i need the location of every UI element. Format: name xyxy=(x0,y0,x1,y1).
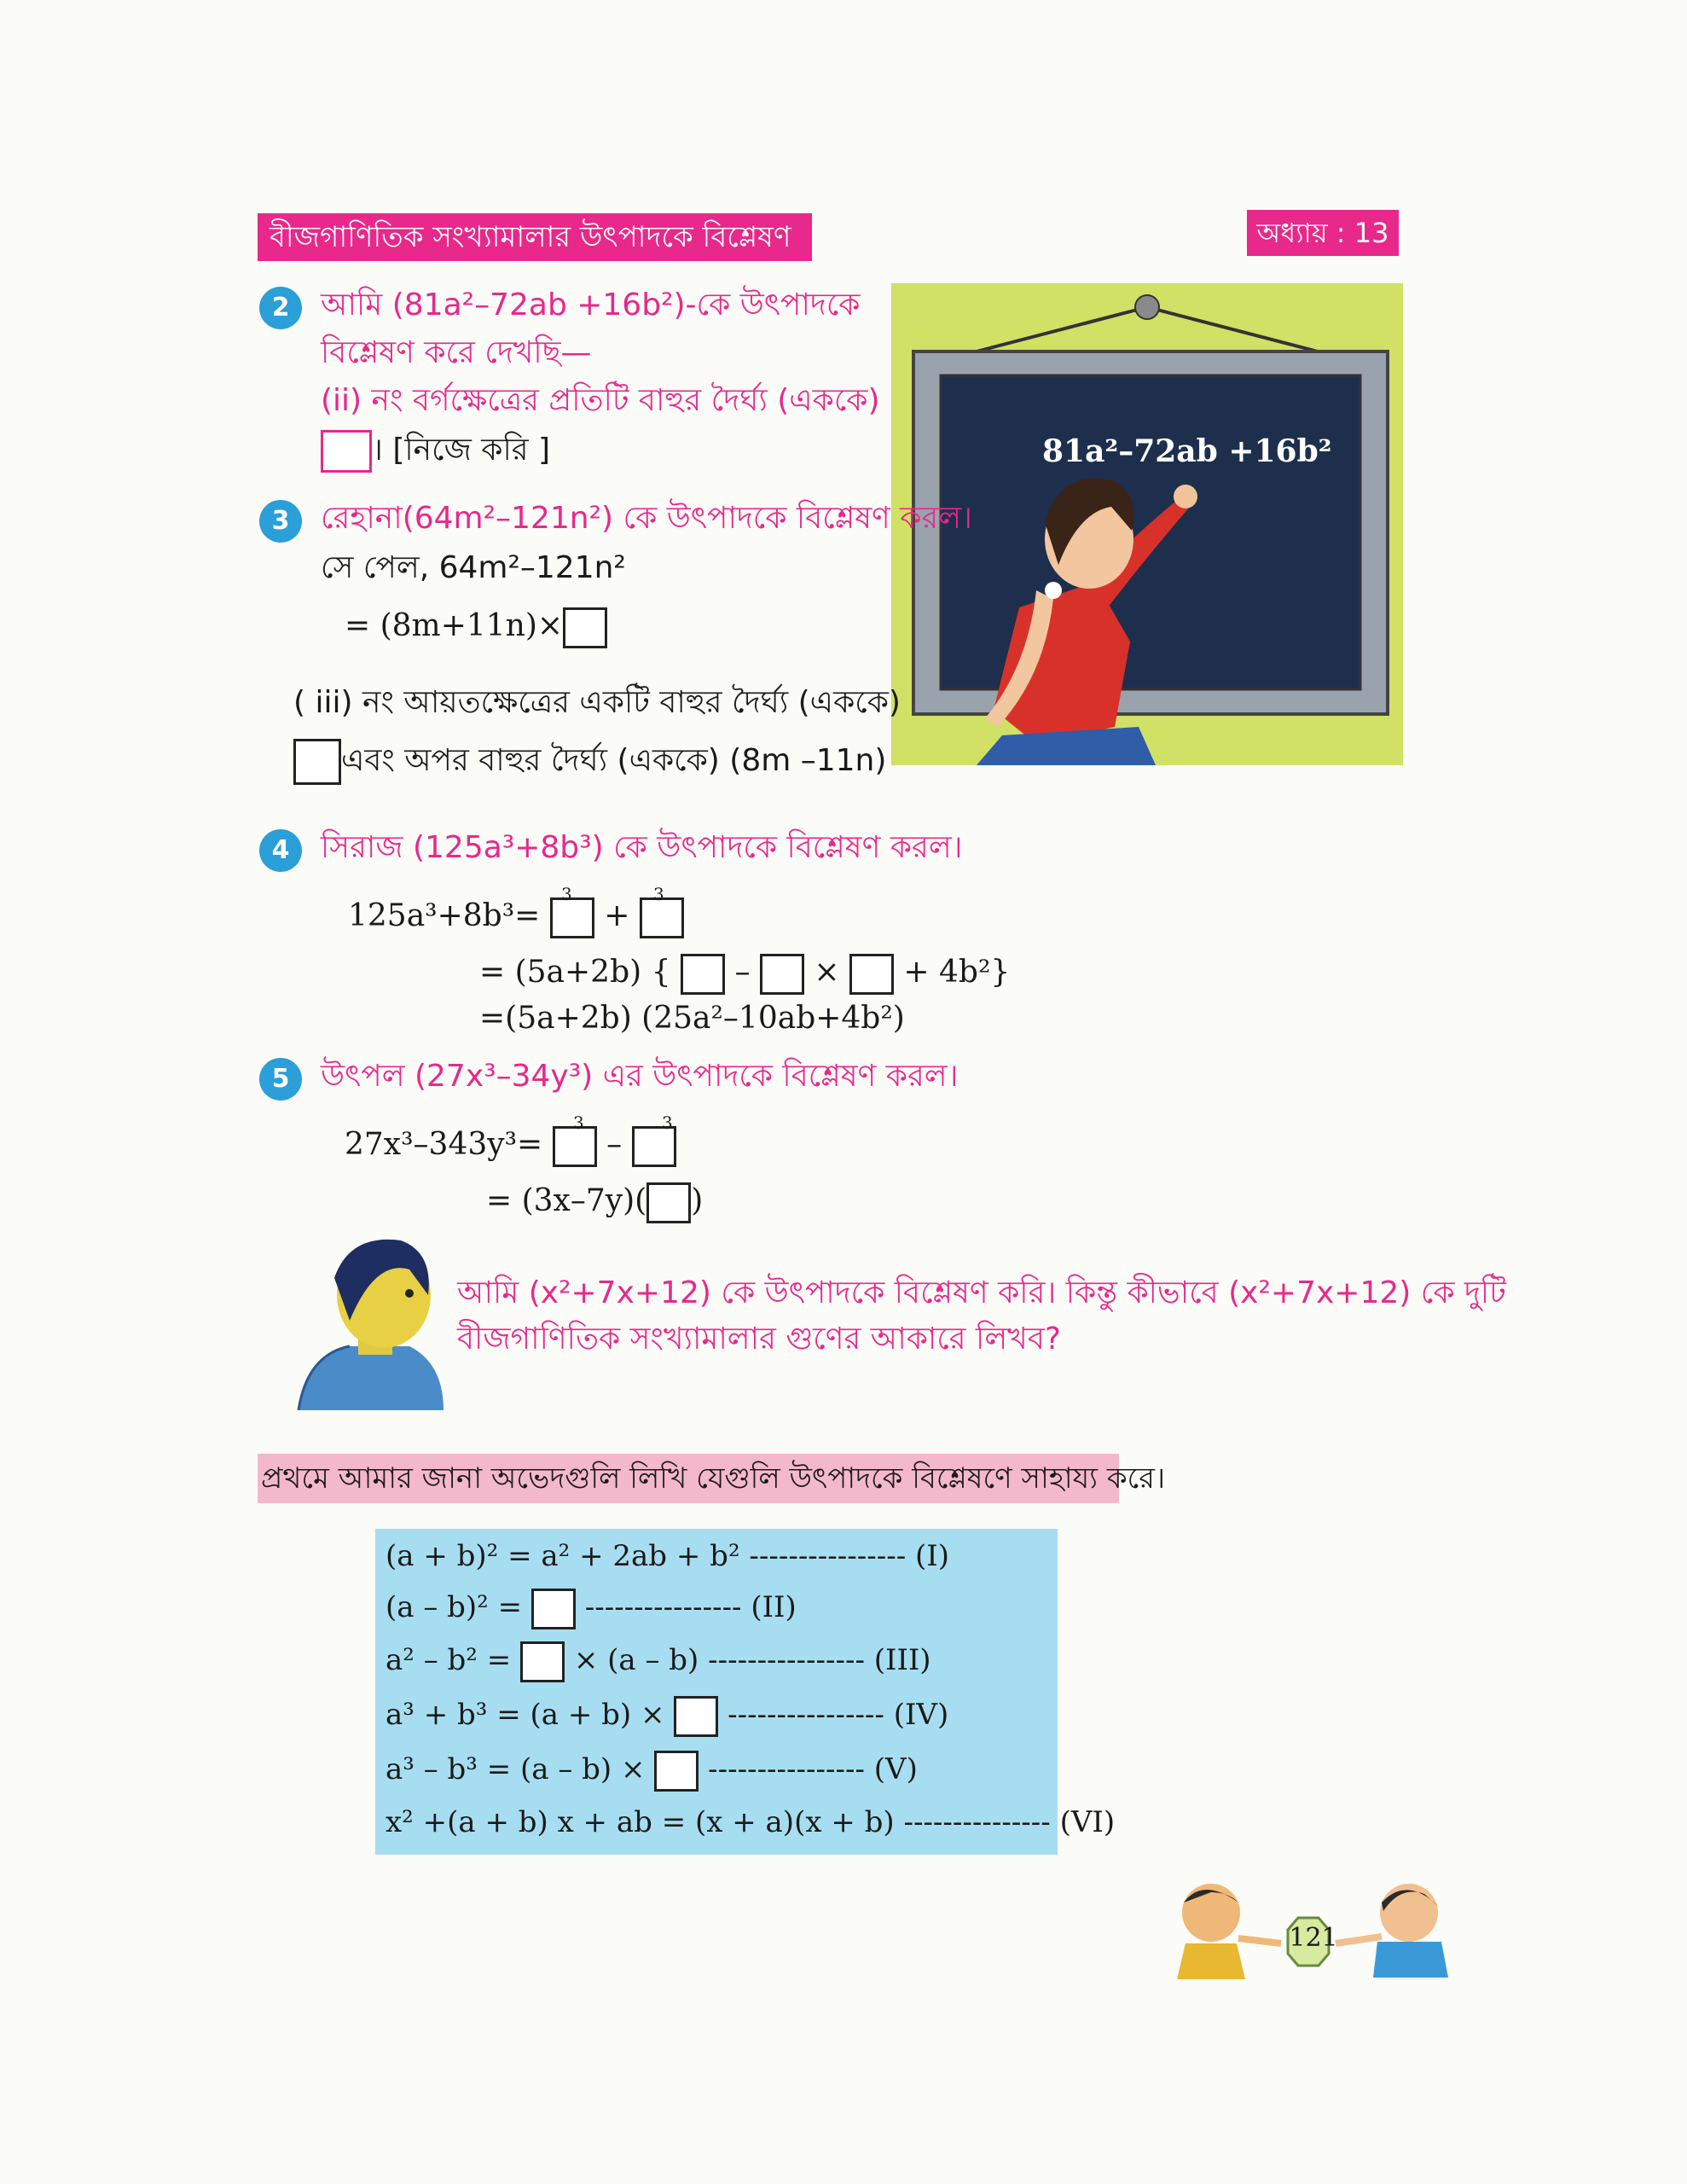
answer-box[interactable] xyxy=(531,1589,576,1629)
question-number-4: 4 xyxy=(259,829,302,872)
chapter-label: অধ্যায় : 13 xyxy=(1247,210,1399,256)
boy-speech-line-1: আমি (x²+7x+12) কে উৎপাদকে বিশ্লেষণ করি। কিন্তু কীভাবে (x²+7x+12) কে দুটি xyxy=(457,1275,1506,1310)
page-number: 121 xyxy=(1289,1923,1338,1953)
exponent-3: 3 xyxy=(653,884,664,904)
q2-line-4 xyxy=(321,430,550,473)
q4-line-3-start: = (5a+2b) { xyxy=(479,955,671,990)
plus-sign: + xyxy=(604,898,630,933)
identity-2-lhs: (a – b)² = xyxy=(386,1590,523,1624)
minus-sign: – xyxy=(734,955,751,990)
identity-5 xyxy=(386,1749,918,1792)
question-number-5: 5 xyxy=(259,1058,302,1101)
identity-4-rhs: ---------------- (IV) xyxy=(728,1698,949,1732)
section-title-banner: বীজগাণিতিক সংখ্যামালার উৎপাদকে বিশ্লেষণ xyxy=(258,213,812,261)
identity-5-lhs: a³ – b³ = (a – b) × xyxy=(386,1752,646,1786)
q5-line-1: উৎপল (27x³–34y³) এর উৎপাদকে বিশ্লেষণ করল। xyxy=(321,1059,959,1094)
answer-box[interactable] xyxy=(293,739,341,785)
q5-line-3-start: = (3x–7y)( xyxy=(486,1183,647,1218)
times-sign: × xyxy=(814,955,840,990)
answer-box[interactable] xyxy=(550,897,594,938)
answer-box[interactable] xyxy=(681,954,725,995)
identity-2 xyxy=(386,1587,797,1629)
q5-lhs: 27x³–343y³= xyxy=(345,1127,543,1162)
identity-3-lhs: a² – b² = xyxy=(386,1643,512,1677)
q4-lhs: 125a³+8b³= xyxy=(348,898,541,933)
identity-6: x² +(a + b) x + ab = (x + a)(x + b) --------------- (VI) xyxy=(386,1805,1116,1839)
q3-line-3 xyxy=(345,606,607,648)
minus-sign: – xyxy=(606,1127,623,1162)
q2-line-4-text: । [নিজে করি ] xyxy=(372,433,551,468)
q3-line-1: রেহানা(64m²–121n²) কে উৎপাদকে বিশ্লেষণ করল। xyxy=(321,501,972,536)
identities-banner: প্রথমে আমার জানা অভেদগুলি লিখি যেগুলি উৎপাদকে বিশ্লেষণে সাহায্য করে। xyxy=(258,1454,1119,1503)
identity-4 xyxy=(386,1694,948,1737)
answer-box[interactable] xyxy=(563,607,607,648)
q4-line-3-end: + 4b²} xyxy=(903,955,1011,990)
identity-1: (a + b)² = a² + 2ab + b² ---------------- (I) xyxy=(386,1539,949,1573)
q3-line-4: ( iii) নং আয়তক্ষেত্রের একটি বাহুর দৈর্ঘ্য (এককে) xyxy=(293,685,901,720)
q4-line-4: =(5a+2b) (25a²–10ab+4b²) xyxy=(479,1001,905,1036)
boy-illustration xyxy=(281,1227,452,1414)
q4-line-2 xyxy=(348,896,684,938)
identity-2-rhs: ---------------- (II) xyxy=(584,1590,797,1624)
answer-box[interactable] xyxy=(849,954,894,995)
q3-line-2: সে পেল, 64m²–121n² xyxy=(321,550,626,585)
answer-box[interactable] xyxy=(674,1696,718,1737)
question-number-3: 3 xyxy=(259,500,302,543)
question-number-2: 2 xyxy=(259,287,302,329)
q3-line-5 xyxy=(293,739,886,785)
answer-box[interactable] xyxy=(654,1751,699,1792)
q3-line-5-text: এবং অপর বাহুর দৈর্ঘ্য (এককে) (8m –11n) xyxy=(341,743,887,778)
answer-box[interactable] xyxy=(520,1641,565,1682)
board-expression: 81a²–72ab +16b² xyxy=(1042,433,1332,469)
exponent-3: 3 xyxy=(573,1112,584,1133)
q2-line-3: (ii) নং বর্গক্ষেত্রের প্রতিটি বাহুর দৈর্ঘ্য (এককে) xyxy=(321,383,880,418)
q4-line-3 xyxy=(479,952,1010,995)
q2-line-2: বিশ্লেষণ করে দেখছি— xyxy=(321,335,592,370)
q4-line-1: সিরাজ (125a³+8b³) কে উৎপাদকে বিশ্লেষণ করল। xyxy=(321,830,963,865)
answer-box[interactable] xyxy=(321,430,372,473)
q3-line-3-text: = (8m+11n)× xyxy=(345,608,564,643)
q2-line-1: আমি (81a²–72ab +16b²)-কে উৎপাদকে xyxy=(321,288,861,322)
identity-4-lhs: a³ + b³ = (a + b) × xyxy=(386,1698,665,1732)
exponent-3: 3 xyxy=(561,884,572,904)
q5-line-3-end: ) xyxy=(691,1183,704,1218)
q5-line-2 xyxy=(345,1124,676,1167)
identity-3-rhs: × (a – b) ---------------- (III) xyxy=(573,1643,931,1677)
answer-box[interactable] xyxy=(760,954,804,995)
answer-box[interactable] xyxy=(646,1182,691,1223)
boy-speech-line-2: বীজগাণিতিক সংখ্যামালার গুণের আকারে লিখব? xyxy=(457,1321,1061,1356)
identity-3 xyxy=(386,1640,931,1682)
q5-line-3 xyxy=(486,1181,703,1223)
exponent-3: 3 xyxy=(662,1112,673,1133)
identity-5-rhs: ---------------- (V) xyxy=(708,1752,918,1786)
